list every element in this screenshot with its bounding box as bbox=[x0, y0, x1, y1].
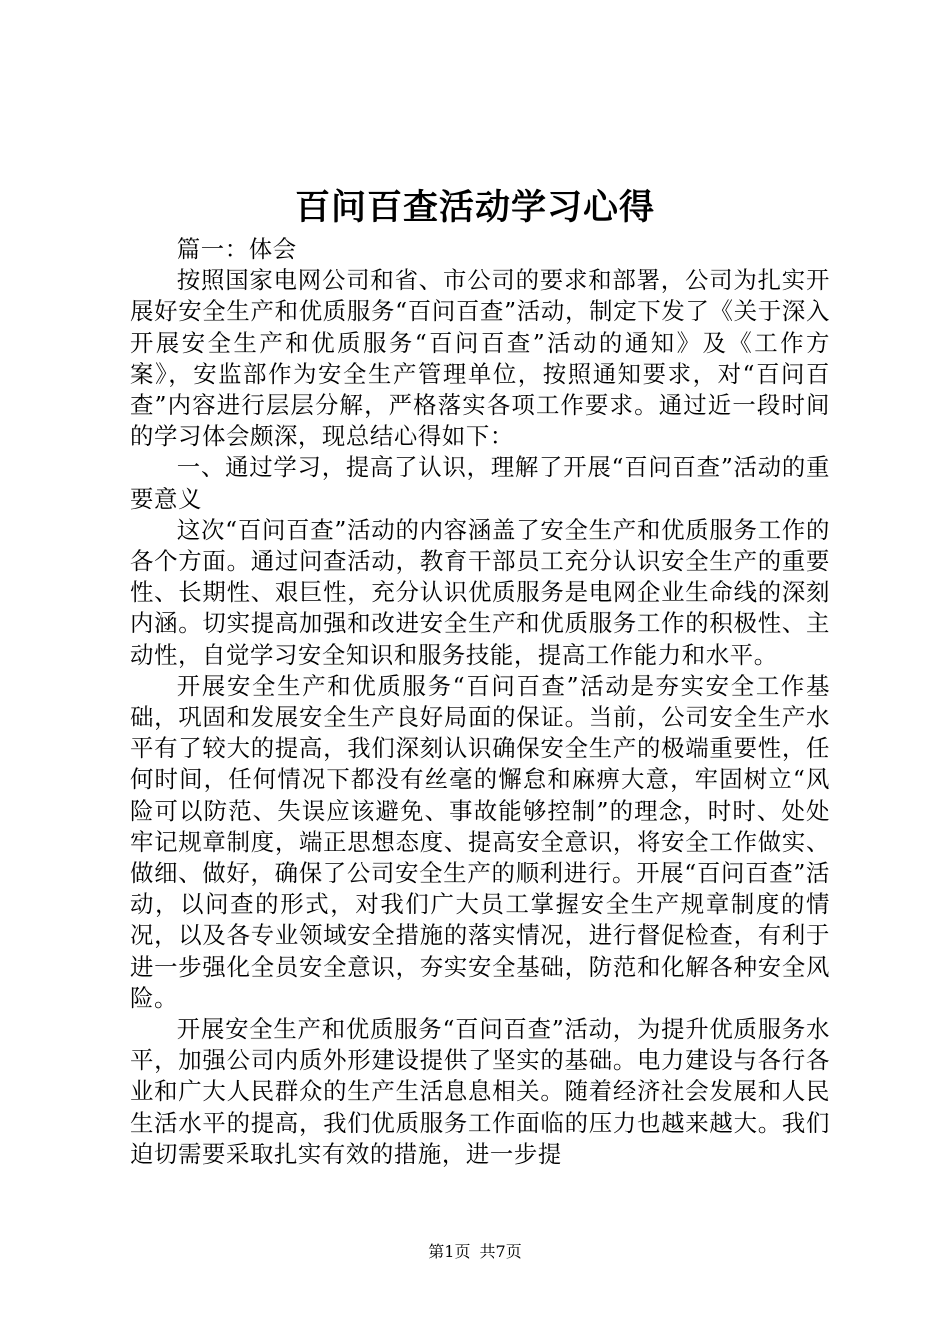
page-total: 共7页 bbox=[479, 1242, 522, 1261]
page-number: 第1页 bbox=[428, 1242, 471, 1261]
paragraph: 开展安全生产和优质服务“百问百查”活动是夯实安全工作基础，巩固和发展安全生产良好局面的保证。当前，公司安全生产水平有了较大的提高，我们深刻认识确保安全生产的极端重要性，任何时间，任何情况下都没有丝毫的懈怠和麻痹大意，牢固树立“风险可以防范、失误应该避免、事故能够控制”的理念，时时、处处牢记规章制度，端正思想态度、提高安全意识，将安全工作做实、做细、做好，确保了公司安全生产的顺利进行。开展“百问百查”活动，以问查的形式，对我们广大员工掌握安全生产规章制度的情况，以及各专业领域安全措施的落实情况，进行督促检查，有利于进一步强化全员安全意识，夯实安全基础，防范和化解各种安全风险。 bbox=[130, 671, 830, 1012]
document-body bbox=[130, 234, 830, 1170]
paragraph: 按照国家电网公司和省、市公司的要求和部署，公司为扎实开展好安全生产和优质服务“百问百查”活动，制定下发了《关于深入开展安全生产和优质服务“百问百查”活动的通知》及《工作方案》，安监部作为安全生产管理单位，按照通知要求，对“百问百查”内容进行层层分解，严格落实各项工作要求。通过近一段时间的学习体会颇深，现总结心得如下： bbox=[130, 266, 830, 451]
paragraph: 这次“百问百查”活动的内容涵盖了安全生产和优质服务工作的各个方面。通过问查活动，教育干部员工充分认识安全生产的重要性、长期性、艰巨性，充分认识优质服务是电网企业生命线的深刻内涵。切实提高加强和改进安全生产和优质服务工作的积极性、主动性，自觉学习安全知识和服务技能，提高工作能力和水平。 bbox=[130, 515, 830, 669]
page-footer bbox=[0, 1242, 950, 1262]
paragraph: 开展安全生产和优质服务“百问百查”活动，为提升优质服务水平，加强公司内质外形建设提供了坚实的基础。电力建设与各行各业和广大人民群众的生产生活息息相关。随着经济社会发展和人民生活水平的提高，我们优质服务工作面临的压力也越来越大。我们迫切需要采取扎实有效的措施，进一步提 bbox=[130, 1015, 830, 1168]
paragraph-heading: 篇一：体会 bbox=[176, 235, 297, 263]
document-title: 百问百查活动学习心得 bbox=[294, 187, 655, 228]
section-heading: 一、通过学习，提高了认识，理解了开展“百问百查”活动的重要意义 bbox=[130, 453, 830, 513]
